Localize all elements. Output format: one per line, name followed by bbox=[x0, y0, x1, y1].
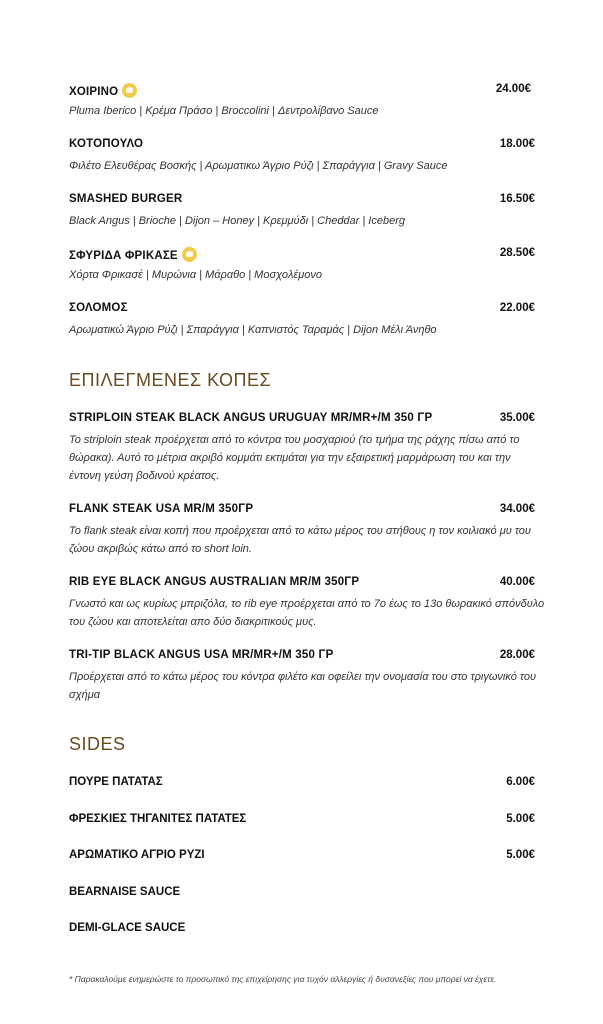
item-name: ΚΟΤΟΠΟΥΛΟ bbox=[69, 138, 144, 150]
section-title-cuts: ΕΠΙΛΕΓΜΕΝΕΣ ΚΟΠΕΣ bbox=[69, 370, 272, 390]
side-name: ΦΡΕΣΚΙΕΣ ΤΗΓΑΝΙΤΕΣ ΠΑΤΑΤΕΣ bbox=[69, 813, 247, 825]
item-description: Προέρχεται από το κάτω μέρος του κόντρα φιλέτο και οφείλει την ονομασία του στο τριγωνικό του σχήμα bbox=[69, 671, 537, 701]
menu-item bbox=[69, 138, 545, 175]
menu-item bbox=[69, 649, 545, 704]
item-name: ΣΦΥΡΙΔΑ ΦΡΙΚΑΣΕ bbox=[69, 247, 197, 262]
item-description: Γνωστό και ως κυρίως μπριζόλα, το rib eye προέρχεται από το 7ο έως το 13ο θωρακικό σπόνδυλο του ζώου και αποτελείται απο δύο διακριτικούς μυς. bbox=[69, 598, 545, 628]
side-name: BEARNAISE SAUCE bbox=[69, 886, 181, 898]
item-description: Το flank steak είναι κοπή που προέρχεται από το κάτω μέρος του στήθους η τον κοιλιακό μυ του ζώου ακριβώς κάτω από το short loin. bbox=[69, 525, 531, 555]
menu-item bbox=[69, 83, 545, 120]
side-item bbox=[69, 886, 535, 904]
side-item bbox=[69, 813, 535, 831]
allergy-footnote: * Παρακαλούμε ενημερώστε το προσωπικό της επιχείρησης για τυχόν αλλεργίες ή δυσανεξίες που μπορεί να έχετε. bbox=[69, 974, 497, 984]
item-name: RIB EYE BLACK ANGUS AUSTRALIAN MR/M 350ΓΡ bbox=[69, 576, 360, 588]
menu-item bbox=[69, 247, 545, 284]
item-name: SMASHED BURGER bbox=[69, 193, 183, 205]
chef-hat-icon bbox=[182, 247, 197, 262]
item-name: STRIPLOIN STEAK BLACK ANGUS URUGUAY MR/MR+/M 350 ΓΡ bbox=[69, 412, 433, 424]
side-item bbox=[69, 922, 535, 940]
item-price: 34.00€ bbox=[499, 503, 535, 515]
item-name: ΣΟΛΟΜΟΣ bbox=[69, 302, 128, 314]
menu-item bbox=[69, 412, 545, 485]
item-description: Pluma Iberico | Κρέμα Πράσο | Broccolini | Δεντρολίβανο Sauce bbox=[69, 105, 379, 117]
side-item bbox=[69, 776, 535, 794]
side-item bbox=[69, 849, 535, 867]
item-price: 22.00€ bbox=[499, 302, 535, 314]
item-price: 16.50€ bbox=[499, 193, 535, 205]
side-name: ΑΡΩΜΑΤΙΚΟ ΑΓΡΙΟ ΡΥΖΙ bbox=[69, 849, 205, 861]
item-description: Χόρτα Φρικασέ | Μυρώνια | Μάραθο | Μοσχολέμονο bbox=[69, 269, 323, 281]
item-price: 40.00€ bbox=[499, 576, 535, 588]
side-name: ΠΟΥΡΕ ΠΑΤΑΤΑΣ bbox=[69, 776, 163, 788]
item-name: ΧΟΙΡΙΝΟ bbox=[69, 83, 137, 98]
item-description: Black Angus | Brioche | Dijon – Honey | Κρεμμύδι | Cheddar | Iceberg bbox=[69, 215, 405, 227]
menu-item bbox=[69, 503, 545, 558]
side-name: DEMI-GLACE SAUCE bbox=[69, 922, 186, 934]
menu-item bbox=[69, 302, 545, 339]
item-price: 24.00€ bbox=[495, 83, 531, 95]
item-price: 35.00€ bbox=[499, 412, 535, 424]
side-price: 6.00€ bbox=[506, 776, 535, 788]
side-price: 5.00€ bbox=[506, 813, 535, 825]
item-price: 28.50€ bbox=[499, 247, 535, 259]
item-description: Το striploin steak προέρχεται από το κόντρα του μοσχαριού (το τμήμα της ράχης πίσω από το θώρακα). Αυτό το μέτρια ακριβό κομμάτι εκτιμάται για την εξαιρετική μαρμάρωση του και την έντονη γεύση βοδινού κρέατος. bbox=[69, 434, 520, 482]
menu-item bbox=[69, 576, 545, 631]
menu-item bbox=[69, 193, 545, 230]
section-title-sides: SIDES bbox=[69, 734, 126, 754]
item-price: 18.00€ bbox=[499, 138, 535, 150]
item-name: TRI-TIP BLACK ANGUS USA MR/MR+/M 350 ΓΡ bbox=[69, 649, 334, 661]
side-price: 5.00€ bbox=[506, 849, 535, 861]
chef-hat-icon bbox=[122, 83, 137, 98]
item-price: 28.00€ bbox=[499, 649, 535, 661]
item-description: Αρωματικώ Άγριο Ρύζι | Σπαράγγια | Καπνιστός Ταραμάς | Dijon Μέλι Άνηθο bbox=[69, 324, 437, 336]
item-description: Φιλέτο Ελευθέρας Βοσκής | Αρωματικω Άγριο Ρύζι | Σπαράγγια | Gravy Sauce bbox=[69, 160, 448, 172]
item-name: FLANK STEAK USA MR/M 350ΓΡ bbox=[69, 503, 254, 515]
